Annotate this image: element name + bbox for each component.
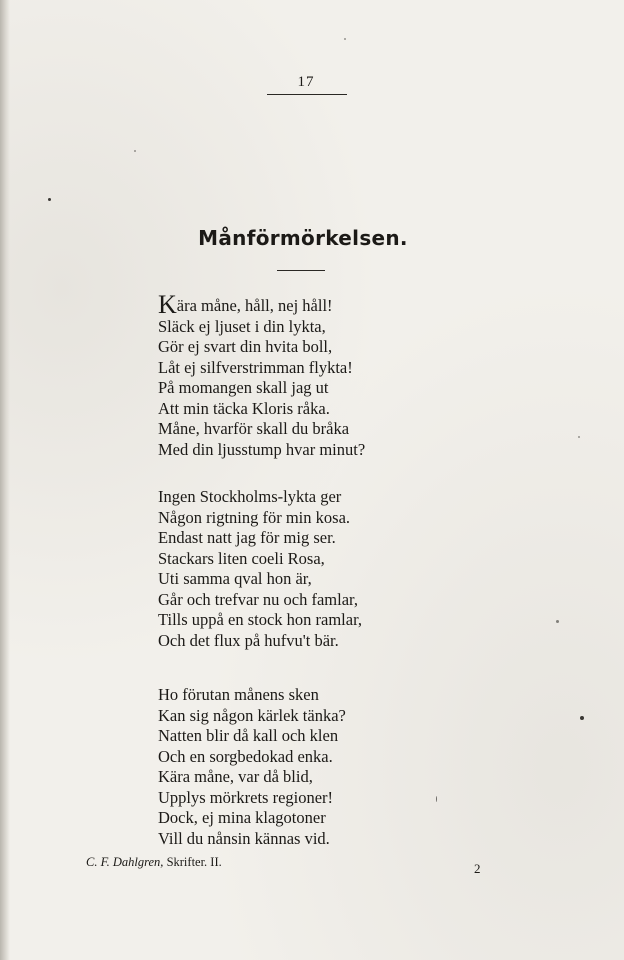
paper-speck <box>580 716 584 720</box>
page-binding-edge <box>0 0 10 960</box>
poem-line: Natten blir då kall och klen <box>158 726 339 745</box>
poem-line: Går och trefvar nu och famlar, <box>158 589 358 609</box>
paper-speck <box>578 436 580 438</box>
poem-line: Måne, hvarför skall du bråka <box>158 419 350 438</box>
poem-line: Dock, ej mina klagotoner <box>158 808 326 827</box>
poem-line: Endast natt jag för mig ser. <box>158 528 336 547</box>
poem-line: Ho förutan månens sken <box>158 685 319 704</box>
sheet-mark: 2 <box>474 861 481 876</box>
stanza-1 <box>158 290 366 460</box>
poem-line: Och det flux på hufvu't bär. <box>158 630 339 650</box>
poem-line: Och en sorgbedokad enka. <box>158 746 333 766</box>
poem-line: Kära måne, håll, nej håll! <box>158 290 333 319</box>
poem-line: Kan sig någon kärlek tänka? <box>158 705 346 725</box>
signature-author: C. F. Dahlgren, <box>86 855 164 869</box>
poem-line: Med din ljusstump hvar minut? <box>158 439 366 459</box>
paper-speck <box>436 796 437 802</box>
poem-line: Vill du nånsin kännas vid. <box>158 828 330 848</box>
poem-line: Kära måne, var då blid, <box>158 767 313 786</box>
page-number: 17 <box>297 74 315 90</box>
signature-line <box>86 855 222 870</box>
poem-line: Ingen Stockholms-lykta ger <box>158 487 342 506</box>
paper-speck <box>48 198 51 201</box>
page-number-rule <box>267 94 347 95</box>
paper-speck <box>344 38 346 40</box>
poem-line: Uti samma qval hon är, <box>158 569 312 588</box>
stanza-3 <box>158 685 346 849</box>
poem-title: Månförmörkelsen. <box>198 226 408 250</box>
stanza-2 <box>158 487 362 651</box>
poem-line: Låt ej silfverstrimman flykta! <box>158 357 353 377</box>
poem-line: Släck ej ljuset i din lykta, <box>158 316 326 336</box>
poem-line: Stackars liten coeli Rosa, <box>158 548 325 568</box>
drop-cap: K <box>158 290 177 319</box>
poem-line: Upplys mörkrets regioner! <box>158 787 334 807</box>
paper-speck <box>556 620 559 623</box>
poem-line: Gör ej svart din hvita boll, <box>158 337 333 356</box>
poem-line: Tills uppå en stock hon ramlar, <box>158 610 363 629</box>
poem-line: Någon rigtning för min kosa. <box>158 507 351 527</box>
paper-speck <box>134 150 136 152</box>
poem-line: På momangen skall jag ut <box>158 378 329 397</box>
poem-line: Att min täcka Kloris råka. <box>158 398 330 418</box>
title-rule <box>277 270 325 271</box>
signature-work: Skrifter. II. <box>166 855 222 869</box>
